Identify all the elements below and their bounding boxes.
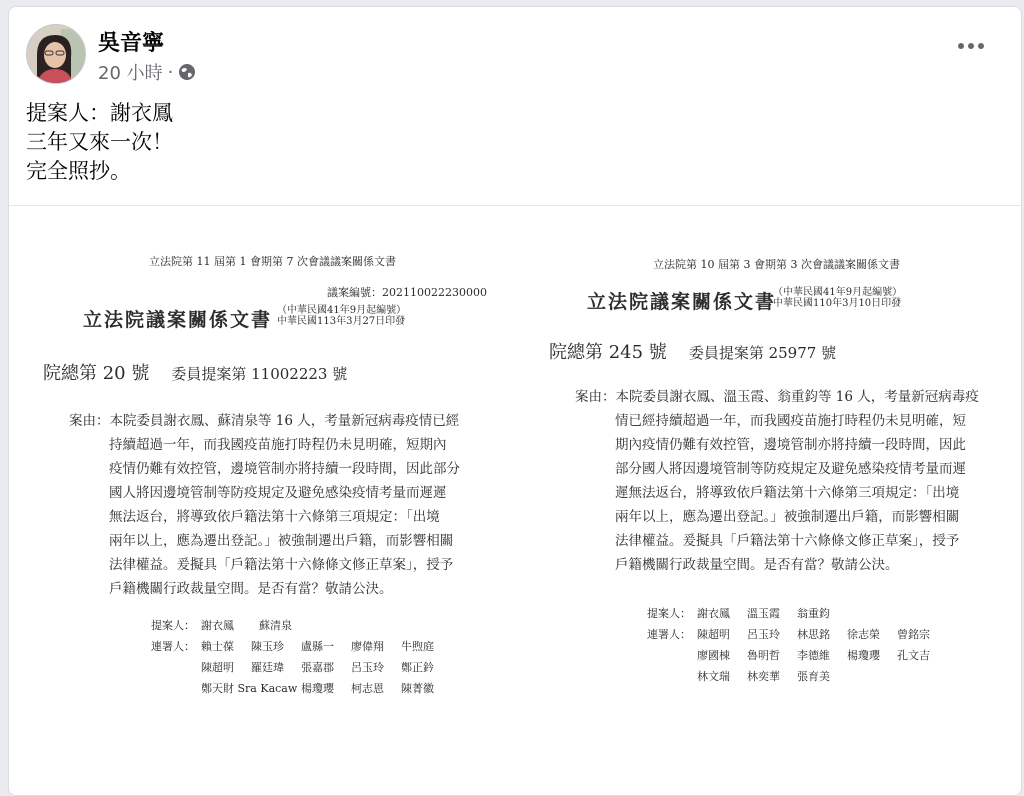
cosigner-name: 柯志恩 xyxy=(351,682,384,695)
cause-line: 期內疫情仍難有效控管，邊境管制亦將持續一段時間，因此 xyxy=(615,437,966,453)
cause-line: 戶籍機關行政裁量空間。是否有當？敬請公決。 xyxy=(615,557,899,573)
cosigner-name: 陳菁徽 xyxy=(401,682,434,695)
doc-title-note xyxy=(773,287,902,309)
cosigner-name: 楊瓊瓔 xyxy=(847,649,880,662)
more-dot xyxy=(968,43,974,49)
author-name[interactable]: 吳音寧 xyxy=(98,31,165,56)
proposer-name: 翁重鈞 xyxy=(797,607,830,620)
doc-title: 立法院議案關係文書 xyxy=(83,309,273,331)
cause-line: 戶籍機關行政裁量空間。是否有當？敬請公決。 xyxy=(109,581,393,597)
more-dot xyxy=(978,43,984,49)
cosigner-label: 連署人： xyxy=(647,628,691,641)
meta-separator: · xyxy=(167,61,174,83)
post-meta xyxy=(98,59,196,85)
cosigner-row xyxy=(647,666,947,687)
proposer-name: 謝衣鳳 xyxy=(201,619,234,632)
avatar-portrait-icon xyxy=(27,25,85,83)
globe-icon[interactable] xyxy=(178,63,196,81)
cosigner-row xyxy=(151,636,451,657)
cosigner-name: 林奕華 xyxy=(747,670,780,683)
cause-line: 案由：本院委員謝衣鳳、溫玉霞、翁重鈞等 16 人，考量新冠病毒疫 xyxy=(575,389,979,405)
indent xyxy=(151,657,201,678)
doc-title-note-1: （中華民國41年9月起編號） xyxy=(773,287,903,298)
proposer-name: 謝衣鳳 xyxy=(697,607,730,620)
cosigner-name: 廖偉翔 xyxy=(351,640,384,653)
cause-line: 國人將因邊境管制等防疫規定及避免感染疫情考量而遲遲 xyxy=(109,485,447,501)
cosigner-name: 楊瓊瓔 xyxy=(301,682,334,695)
cause-line: 遲無法返台，將導致依戶籍法第十六條第三項規定：「出境 xyxy=(615,485,960,501)
proposer-row xyxy=(151,615,451,636)
cosigner-name: 陳超明 xyxy=(201,661,234,674)
doc-title: 立法院議案關係文書 xyxy=(587,291,777,313)
cause-line: 部分國人將因邊境管制等防疫規定及避免感染疫情考量而遲 xyxy=(615,461,966,477)
cosigner-name: 鄭正鈐 xyxy=(401,661,434,674)
indent xyxy=(151,678,201,699)
cosigner-name: 張育美 xyxy=(797,670,830,683)
doc-title-note-2: 中華民國110年3月10日印發 xyxy=(773,298,902,309)
doc-header: 立法院第 11 屆第 1 會期第 7 次會議議案關係文書 xyxy=(149,255,396,268)
cause-line: 無法返台，將導致依戶籍法第十六條第三項規定：「出境 xyxy=(109,509,440,525)
proposer-name: 蘇清泉 xyxy=(259,619,292,632)
more-options-button[interactable] xyxy=(958,43,984,49)
cosigner-name: 曾銘宗 xyxy=(897,628,930,641)
cosigner-name: 魯明哲 xyxy=(747,649,780,662)
doc-number-proposal: 委員提案第 25977 號 xyxy=(688,344,837,362)
cosigner-label: 連署人： xyxy=(151,640,195,653)
post-text xyxy=(26,99,173,186)
doc-number-main: 院總第 245 號 xyxy=(549,342,667,363)
doc-header: 立法院第 10 屆第 3 會期第 3 次會議議案關係文書 xyxy=(653,258,900,271)
cosigner-name: 羅廷瑋 xyxy=(251,661,284,674)
cause-line: 疫情仍難有效控管，邊境管制亦將持續一段時間，因此部分 xyxy=(109,461,460,477)
post-text-line: 提案人：謝衣鳳 xyxy=(26,101,173,125)
post-text-line: 三年又來一次！ xyxy=(26,130,173,154)
document-left xyxy=(9,206,509,795)
cosigner-name: 賴士葆 xyxy=(201,640,234,653)
cosigner-name: 陳超明 xyxy=(697,628,730,641)
doc-bill-number: 議案編號：202110022230000 xyxy=(327,286,487,299)
cause-line: 法律權益。爰擬具「戶籍法第十六條條文修正草案」，授予 xyxy=(109,557,454,573)
cosigner-name: 陳玉珍 xyxy=(251,640,284,653)
doc-title-note xyxy=(277,305,406,327)
cosigner-row xyxy=(647,624,947,645)
cosigner-name: 盧縣一 xyxy=(301,640,334,653)
cosigner-name: 李德維 xyxy=(797,649,830,662)
doc-title-note-1: （中華民國41年9月起編號） xyxy=(277,305,407,316)
cosigner-name: 廖國棟 xyxy=(697,649,730,662)
doc-title-note-2: 中華民國113年3月27日印發 xyxy=(277,316,406,327)
cosigner-row xyxy=(647,645,947,666)
document-right xyxy=(519,206,1021,795)
doc-number xyxy=(549,338,836,364)
doc-cause xyxy=(69,409,460,601)
cosigner-name: 林文瑞 xyxy=(697,670,730,683)
doc-number-proposal: 委員提案第 11002223 號 xyxy=(171,365,348,383)
cosigner-row xyxy=(151,657,451,678)
proposer-label: 提案人： xyxy=(151,619,195,632)
proposer-label: 提案人： xyxy=(647,607,691,620)
cause-line: 法律權益。爰擬具「戶籍法第十六條條文修正草案」，授予 xyxy=(615,533,960,549)
cosigner-row xyxy=(151,678,451,699)
cosigner-name: 徐志榮 xyxy=(847,628,880,641)
doc-number xyxy=(43,359,347,385)
proposer-row xyxy=(647,603,947,624)
cosigner-name: 呂玉玲 xyxy=(351,661,384,674)
indent xyxy=(647,666,697,687)
post-card xyxy=(8,6,1022,796)
cause-line: 兩年以上，應為遷出登記。」被強制遷出戶籍，而影響相關 xyxy=(615,509,960,525)
cosigner-name: 鄭天財 Sra Kacaw xyxy=(201,682,298,695)
avatar[interactable] xyxy=(26,24,86,84)
cosigner-name: 呂玉玲 xyxy=(747,628,780,641)
post-text-line: 完全照抄。 xyxy=(26,159,131,183)
post-time[interactable]: 20 小時 xyxy=(98,63,163,84)
more-dot xyxy=(958,43,964,49)
cosigner-name: 林思銘 xyxy=(797,628,830,641)
doc-number-main: 院總第 20 號 xyxy=(43,363,150,384)
cosigner-name: 張嘉郡 xyxy=(301,661,334,674)
cosigner-name: 牛煦庭 xyxy=(401,640,434,653)
cause-line: 兩年以上，應為遷出登記。」被強制遷出戶籍，而影響相關 xyxy=(109,533,454,549)
cause-line: 情已經持續超過一年，而我國疫苗施打時程仍未見明確，短 xyxy=(615,413,966,429)
proposer-name: 溫玉霞 xyxy=(747,607,780,620)
cause-line: 案由：本院委員謝衣鳳、蘇清泉等 16 人，考量新冠病毒疫情已經 xyxy=(69,413,460,429)
cosigner-name: 孔文吉 xyxy=(897,649,930,662)
post-image[interactable] xyxy=(9,206,1021,795)
doc-signatories xyxy=(647,603,947,687)
cause-line: 持續超過一年，而我國疫苗施打時程仍未見明確，短期內 xyxy=(109,437,447,453)
indent xyxy=(647,645,697,666)
doc-signatories xyxy=(151,615,451,699)
doc-cause xyxy=(575,385,979,577)
